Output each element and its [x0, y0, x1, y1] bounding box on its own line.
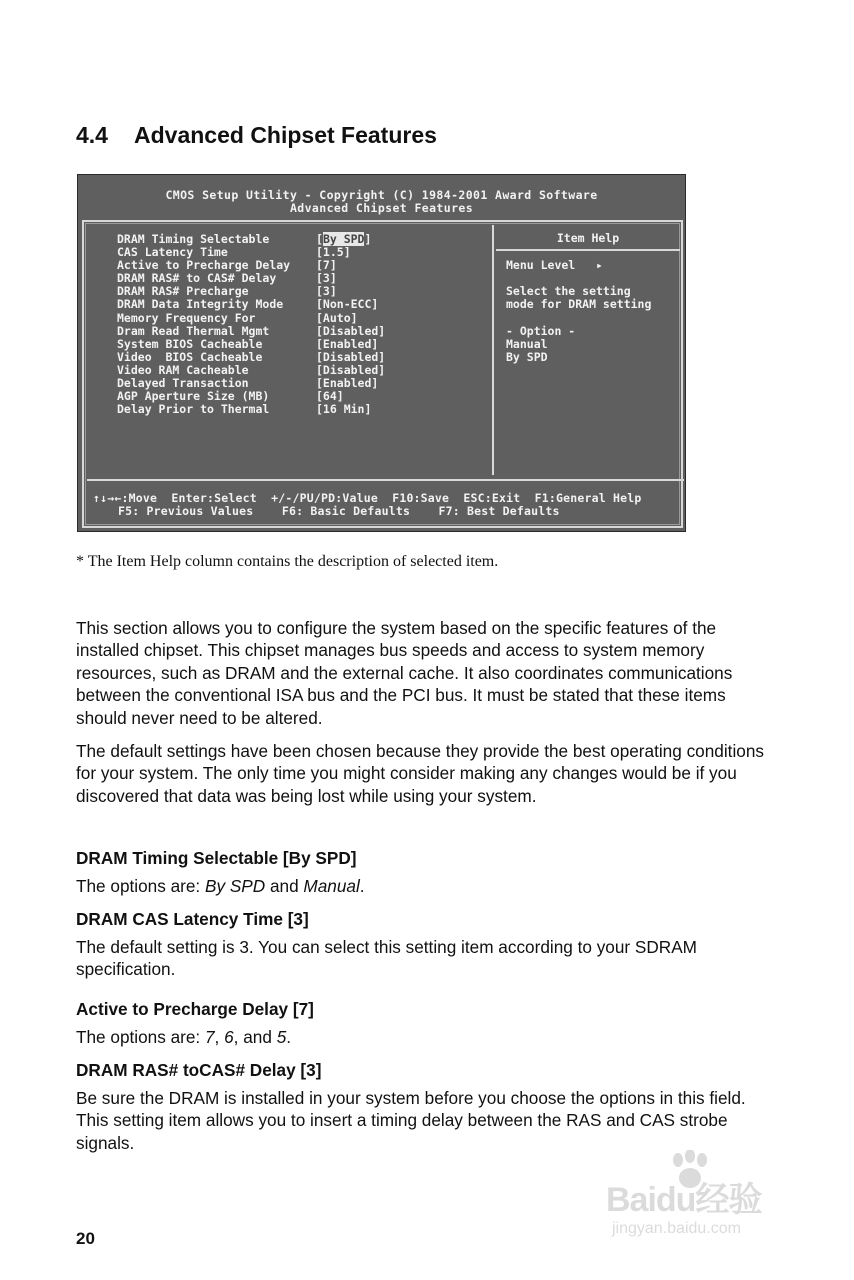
- help-description-line: mode for DRAM setting: [506, 297, 652, 312]
- bios-setting-value[interactable]: [Enabled]: [316, 376, 379, 391]
- key-legend-line: ↑↓→←:Move Enter:Select +/-/PU/PD:Value F10:Save ESC:Exit F1:General Help: [93, 491, 642, 505]
- desc-text: .: [286, 1027, 292, 1047]
- section-heading: Advanced Chipset Features: [134, 122, 437, 148]
- item-heading: DRAM RAS# toCAS# Delay [3]: [76, 1060, 322, 1080]
- bios-setting-row[interactable]: [117, 325, 385, 338]
- item-help-title: Item Help: [496, 227, 680, 251]
- option-value: By SPD: [204, 876, 266, 896]
- bios-setting-row[interactable]: [117, 338, 385, 351]
- bios-setting-value[interactable]: [Non-ECC]: [316, 297, 379, 312]
- page-number: 20: [76, 1229, 95, 1248]
- item-description: The default setting is 3. You can select this setting item according to your SDRAM specification.: [76, 937, 697, 980]
- key-legend-line: F5: Previous Values F6: Basic Defaults F7: Best Defaults: [118, 504, 560, 518]
- bios-setting-value[interactable]: [64]: [316, 389, 344, 404]
- section-title: [76, 122, 437, 149]
- bios-setting-value[interactable]: [3]: [316, 271, 337, 286]
- bios-setting-row[interactable]: [117, 403, 385, 416]
- section-number: 4.4: [76, 122, 108, 148]
- item-heading: DRAM Timing Selectable [By SPD]: [76, 848, 357, 868]
- bios-setting-value[interactable]: [1.5]: [316, 245, 351, 260]
- bios-setting-label: DRAM RAS# to CAS# Delay: [117, 271, 277, 286]
- bios-setting-label: DRAM RAS# Precharge: [117, 284, 249, 299]
- bios-setting-row[interactable]: [117, 351, 385, 364]
- bios-frame: [82, 220, 683, 528]
- help-option: Manual: [506, 336, 548, 351]
- desc-text: The options are:: [76, 876, 205, 896]
- bios-setting-label: Delay Prior to Thermal: [117, 402, 270, 417]
- desc-text: , and: [233, 1027, 277, 1047]
- help-description-line: Select the setting: [506, 284, 631, 299]
- body-paragraph: This section allows you to configure the system based on the specific features of the installed chipset. This chipset manages bus speeds and access to system memory resources, such as DRAM and the external cache. It also coordinates communications between the conventional ISA bus and the PCI bus. It must be stated that these items should never need to be altered.: [76, 618, 733, 728]
- bios-setting-label: Active to Precharge Delay: [117, 258, 291, 273]
- watermark-logo-text: Baidu经验: [606, 1181, 762, 1219]
- bios-setting-label: Video BIOS Cacheable: [117, 349, 263, 364]
- desc-text: ,: [214, 1027, 225, 1047]
- help-option-header: - Option -: [506, 323, 576, 338]
- item-heading: DRAM CAS Latency Time [3]: [76, 909, 309, 929]
- bios-setting-value[interactable]: [Disabled]: [316, 362, 386, 377]
- item-description: Be sure the DRAM is installed in your system before you choose the options in this field. This setting item allows you to insert a timing delay between the RAS and CAS strobe signals.: [76, 1088, 746, 1153]
- bios-setting-label: Video RAM Cacheable: [117, 362, 249, 377]
- bios-key-legend: [87, 479, 684, 527]
- item-help-body: [506, 259, 651, 364]
- item-description: [76, 1026, 776, 1048]
- bios-setting-row[interactable]: [117, 298, 385, 311]
- bios-settings-list: [117, 233, 385, 416]
- bios-setting-label: CAS Latency Time: [117, 245, 228, 260]
- bios-setting-label: DRAM Timing Selectable: [117, 232, 270, 246]
- item-help-panel: [494, 225, 684, 475]
- baidu-watermark: [606, 1150, 806, 1250]
- body-paragraph: The default settings have been chosen because they provide the best operating conditions for your system. The only time you might consider making any changes would be if you discovered that data was being lost while using your system.: [76, 741, 764, 806]
- bracket-open: [: [316, 232, 323, 246]
- bios-setting-value[interactable]: [7]: [316, 258, 337, 273]
- help-option: By SPD: [506, 350, 548, 365]
- bios-setting-value[interactable]: [16 Min]: [316, 402, 372, 417]
- figure-caption: * The Item Help column contains the description of selected item.: [76, 553, 499, 570]
- selected-value: By SPD: [322, 232, 365, 246]
- item-description: [76, 875, 776, 897]
- bios-setting-value[interactable]: [Auto]: [316, 310, 358, 325]
- bios-header-copyright: CMOS Setup Utility - Copyright (C) 1984-2001 Award Software: [165, 188, 598, 202]
- bios-setting-label: AGP Aperture Size (MB): [117, 389, 270, 404]
- desc-text: .: [359, 876, 365, 896]
- option-value: Manual: [303, 876, 360, 896]
- bios-settings-panel: [87, 225, 494, 475]
- desc-text: and: [265, 876, 304, 896]
- bios-setting-value[interactable]: [3]: [316, 284, 337, 299]
- item-heading: Active to Precharge Delay [7]: [76, 999, 314, 1019]
- bios-setting-value[interactable]: [Disabled]: [316, 349, 386, 364]
- option-value: 5: [276, 1027, 287, 1047]
- bios-header: [78, 189, 685, 215]
- bios-setting-label: System BIOS Cacheable: [117, 336, 263, 351]
- bracket-close: ]: [364, 232, 372, 246]
- bios-setting-label: Memory Frequency For: [117, 310, 256, 325]
- bios-setting-label: Dram Read Thermal Mgmt: [117, 323, 270, 338]
- bios-screenshot: [77, 174, 686, 532]
- bios-setting-value[interactable]: [Enabled]: [316, 336, 379, 351]
- bios-setting-row[interactable]: [117, 312, 385, 325]
- option-value: 7: [204, 1027, 215, 1047]
- bios-header-menu-title: Advanced Chipset Features: [289, 201, 474, 215]
- bios-setting-label: Delayed Transaction: [117, 376, 249, 391]
- bios-setting-value[interactable]: [Disabled]: [316, 323, 386, 338]
- option-value: 6: [224, 1027, 234, 1047]
- desc-text: The options are:: [76, 1027, 205, 1047]
- help-menu-level: Menu Level ▸: [506, 258, 603, 272]
- watermark-url: jingyan.baidu.com: [612, 1220, 741, 1237]
- bios-setting-label: DRAM Data Integrity Mode: [117, 297, 284, 312]
